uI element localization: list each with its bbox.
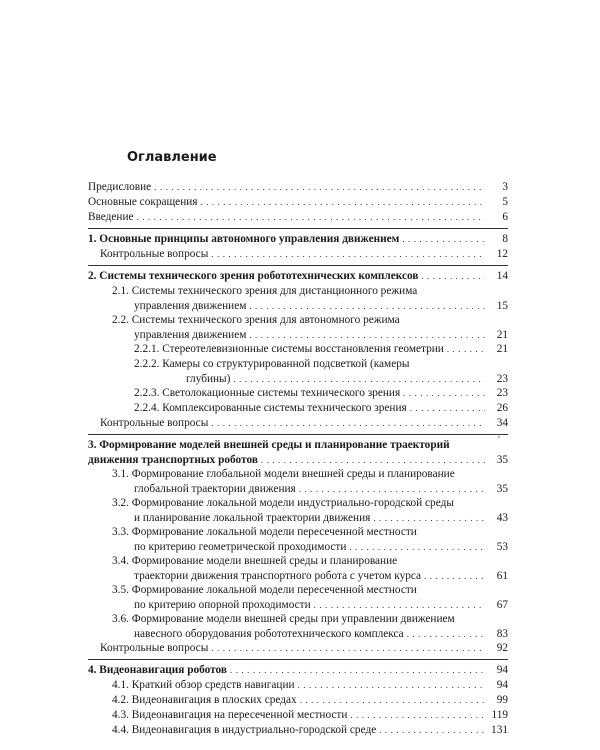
toc-entry-title: 4.1. Краткий обзор средств навигации: [112, 679, 295, 691]
toc-page-number: 6: [502, 211, 508, 223]
toc-entry-title: Введение: [88, 211, 134, 223]
toc-entry: [88, 467, 508, 496]
toc-page-number: 23: [496, 373, 508, 385]
toc-entry-title: 3.4. Формирование модели внешней среды и планирование: [112, 555, 398, 567]
toc-entry: [88, 386, 508, 401]
toc-entry: [88, 284, 508, 313]
toc-entry: [88, 416, 508, 431]
dot-leader: [447, 342, 485, 357]
toc-entry: [88, 659, 508, 678]
toc-entry: [88, 693, 508, 708]
toc-page-number: 83: [496, 628, 508, 640]
toc-entry: [88, 496, 508, 525]
toc-entry: [88, 583, 508, 612]
toc-entry-title-continued: навесного оборудования робототехнического комплекса: [134, 628, 404, 640]
toc-entry-title-continued: и планирование локальной траектории движения: [134, 512, 371, 524]
dot-leader: [201, 195, 486, 210]
toc-entry: [88, 357, 508, 386]
toc-entry: [88, 401, 508, 416]
toc-entry-title: 2.2.4. Комплексированные системы технического зрения: [134, 402, 407, 414]
toc-page-number: 61: [496, 570, 508, 582]
toc-entry-title: 4.3. Видеонавигация на пересеченной местности: [112, 709, 348, 721]
toc-entry-title: 3.6. Формирование модели внешней среды при управлении движением: [112, 613, 455, 625]
dot-leader: [373, 511, 485, 525]
toc-entry-title: Основные сокращения: [88, 196, 198, 208]
dot-leader: [402, 232, 485, 247]
toc-entry: [88, 554, 508, 583]
toc-entry-title: 4.4. Видеонавигация в индустриально-городской среде: [112, 724, 377, 736]
toc-page-number: 94: [496, 664, 508, 676]
toc-entry-title-continued: траектории движения транспортного робота с учетом курса: [134, 570, 422, 582]
toc-page-number: 15: [496, 300, 508, 312]
toc-page-number: 35: [496, 454, 508, 466]
toc-entry-title-continued: движения транспортных роботов: [88, 454, 258, 466]
toc-entry-title: Контрольные вопросы: [100, 248, 209, 260]
toc-page-number: 23: [496, 387, 508, 399]
toc-entry: [88, 180, 508, 195]
toc-page-number: 67: [496, 599, 508, 611]
dot-leader: [350, 708, 485, 723]
toc-entry-title: 3.2. Формирование локальной модели индустриально-городской среды: [112, 497, 454, 509]
dot-leader: [299, 482, 485, 496]
toc-entry: [88, 525, 508, 554]
dot-leader: [410, 401, 485, 416]
toc-entry-title: 2.2.2. Камеры со структурированной подсветкой (камеры: [134, 358, 410, 370]
dot-leader: [230, 663, 485, 678]
toc-entry-title: 2.2.1. Стереотелевизионные системы восстановления геометрии: [134, 343, 444, 355]
toc-entry-title: 2. Системы технического зрения робототехнических комплексов: [88, 270, 419, 282]
toc-page-number: 3: [502, 181, 508, 193]
dot-leader: [300, 693, 485, 708]
dot-leader: [314, 598, 485, 612]
toc-entry: [88, 210, 508, 225]
toc-entry-title: 1. Основные принципы автономного управления движением: [88, 233, 400, 245]
toc-entry-title-continued: управления движением: [134, 329, 247, 341]
toc-entry: [88, 429, 508, 467]
toc-entry-title-continued: по критерию опорной проходимости: [134, 599, 311, 611]
toc-entry-title: 3. Формирование моделей внешней среды и планирование траекторий: [88, 439, 450, 451]
toc-entry-title: 3.1. Формирование глобальной модели внешней среды и планирование: [112, 468, 455, 480]
toc-page-number: 5: [502, 196, 508, 208]
toc-mark: ,: [497, 429, 500, 439]
dot-leader: [249, 328, 485, 342]
dot-leader: [298, 678, 485, 693]
toc-entry-title: 4.2. Видеонавигация в плоских средах: [112, 694, 297, 706]
toc-page-number: 26: [496, 402, 508, 414]
toc-entry-title: 4. Видеонавигация роботов: [88, 664, 228, 676]
toc-page-number: 94: [496, 679, 508, 691]
toc-page-number: 53: [496, 541, 508, 553]
toc-entry: [88, 195, 508, 210]
toc-page-number: 131: [491, 724, 508, 736]
toc-entry: [88, 723, 508, 738]
toc-page-number: 99: [496, 694, 508, 706]
toc-page-number: 21: [496, 343, 508, 355]
toc-entry-title-continued: глубины): [186, 373, 231, 385]
toc-entry: [88, 612, 508, 641]
toc-entry: [88, 313, 508, 342]
dot-leader: [379, 723, 485, 738]
dot-leader: [211, 641, 485, 656]
toc-entry: [88, 265, 508, 284]
toc-page-number: 12: [496, 248, 508, 260]
toc-entry: [88, 228, 508, 247]
dot-leader: [211, 416, 485, 431]
toc-entry-title: 2.2.3. Светолокационные системы технического зрения: [134, 387, 401, 399]
toc-entry-title: 3.5. Формирование локальной модели пересеченной местности: [112, 584, 417, 596]
toc-page-number: 8: [502, 233, 508, 245]
toc-page-number: 92: [496, 642, 508, 654]
toc-page-number: 34: [496, 417, 508, 429]
dot-leader: [137, 210, 485, 225]
toc-page-number: 21: [496, 329, 508, 341]
toc-entry-title-continued: по критерию геометрической проходимости: [134, 541, 347, 553]
toc-page-number: 43: [496, 512, 508, 524]
dot-leader: [261, 453, 485, 467]
dot-leader: [249, 299, 485, 313]
toc-entry-title-continued: глобальной траектории движения: [134, 483, 296, 495]
dot-leader: [349, 540, 485, 554]
toc-entry: [88, 708, 508, 723]
toc-entry-title: 3.3. Формирование локальной модели пересеченной местности: [112, 526, 417, 538]
dot-leader: [407, 627, 485, 641]
table-of-contents: [88, 180, 508, 738]
dot-leader: [211, 247, 485, 262]
toc-entry: [88, 641, 508, 656]
toc-entry: [88, 678, 508, 693]
toc-entry: [88, 247, 508, 262]
toc-entry-title: Контрольные вопросы: [100, 642, 209, 654]
toc-page-number: 119: [491, 709, 508, 721]
toc-title: Оглавление: [127, 150, 217, 165]
dot-leader: [421, 269, 485, 284]
dot-leader: [424, 569, 485, 583]
toc-page-number: 35: [496, 483, 508, 495]
toc-page-number: 14: [496, 270, 508, 282]
toc-entry-title: 2.1. Системы технического зрения для дистанционного режима: [112, 285, 418, 297]
dot-leader: [154, 180, 485, 195]
dot-leader: [403, 386, 485, 401]
toc-entry-title: Предисловие: [88, 181, 152, 193]
toc-entry-title: Контрольные вопросы: [100, 417, 209, 429]
dot-leader: [233, 372, 485, 386]
toc-entry-title: 2.2. Системы технического зрения для автономного режима: [112, 314, 400, 326]
toc-entry: [88, 342, 508, 357]
toc-entry-title-continued: управления движением: [134, 300, 247, 312]
